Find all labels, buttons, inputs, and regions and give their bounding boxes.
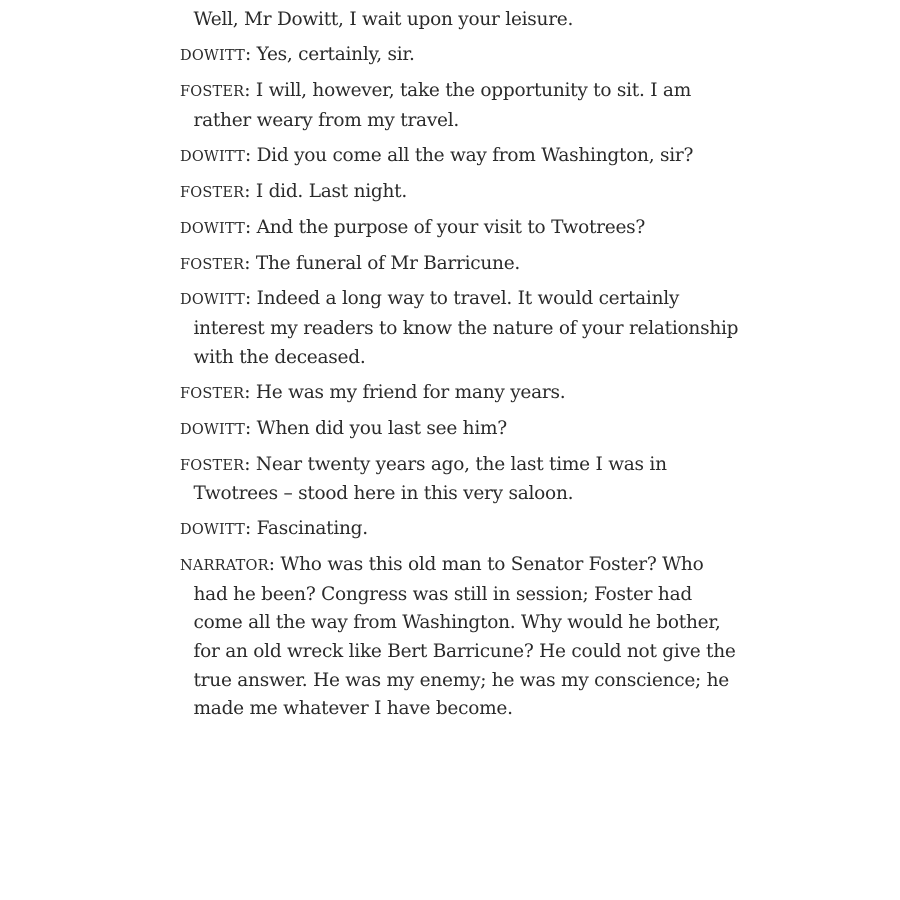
speaker-colon: :: [244, 288, 257, 310]
dialogue-line: [180, 250, 740, 280]
speaker-name: DOWITT: [180, 148, 245, 165]
speaker-colon: :: [244, 417, 257, 439]
speaker-colon: :: [244, 216, 257, 238]
dialogue-text: Who was this old man to Senator Foster? Who had he been? Congress was still in session; Foster had come all the way from Washington. Why would he bother, for an old wreck like Bert Barricune? He could not give the true answer. He was my enemy; he was my conscience; he made me whatever I have become.: [193, 554, 736, 720]
speaker-name: FOSTER: [180, 83, 245, 100]
dialogue-text: And the purpose of your visit to Twotrees?: [256, 216, 646, 238]
speaker-colon: :: [244, 79, 256, 101]
dialogue-text: Indeed a long way to travel. It would certainly interest my readers to know the nature of your relationship with the deceased.: [193, 288, 739, 368]
speaker-name: DOWITT: [180, 421, 245, 438]
speaker-name: FOSTER: [180, 385, 245, 402]
speaker-name: DOWITT: [180, 292, 245, 309]
speaker-colon: :: [244, 518, 257, 540]
dialogue-text: I did. Last night.: [255, 180, 407, 202]
dialogue-line: [180, 77, 740, 135]
dialogue-line: [180, 178, 740, 208]
speaker-name: FOSTER: [180, 457, 245, 474]
dialogue-line: [180, 285, 740, 372]
dialogue-text: Fascinating.: [256, 518, 368, 540]
dialogue-line: [180, 515, 740, 545]
dialogue-text: When did you last see him?: [256, 417, 507, 439]
dialogue-text: The funeral of Mr Barricune.: [255, 252, 521, 274]
speaker-name: FOSTER: [180, 256, 245, 273]
speaker-name: DOWITT: [180, 47, 245, 64]
dialogue-line: [180, 41, 740, 71]
dialogue-line: [180, 451, 740, 509]
dialogue-line: [180, 214, 740, 244]
speaker-colon: :: [244, 252, 256, 274]
speaker-colon: :: [244, 43, 257, 65]
speaker-colon: :: [244, 180, 256, 202]
speaker-name: DOWITT: [180, 220, 245, 237]
speaker-colon: :: [244, 453, 256, 475]
dialogue-text: Yes, certainly, sir.: [256, 43, 415, 65]
dialogue-text: Near twenty years ago, the last time I was in Twotrees – stood here in this very saloon.: [193, 453, 667, 505]
dialogue-text: He was my friend for many years.: [255, 381, 566, 403]
speaker-colon: :: [244, 381, 256, 403]
dialogue-line: [180, 551, 740, 724]
dialogue-lines: [180, 41, 740, 724]
speaker-name: NARRATOR: [180, 558, 269, 575]
dialogue-continuation: Well, Mr Dowitt, I wait upon your leisure.: [193, 9, 574, 30]
script-page: [180, 0, 740, 730]
dialogue-text: I will, however, take the opportunity to sit. I am rather weary from my travel.: [193, 79, 691, 131]
speaker-colon: :: [244, 144, 257, 166]
dialogue-line: [180, 379, 740, 409]
speaker-colon: :: [268, 554, 281, 576]
speaker-name: DOWITT: [180, 522, 245, 539]
dialogue-line: [180, 142, 740, 172]
dialogue-text: Did you come all the way from Washington, sir?: [256, 144, 694, 166]
speaker-name: FOSTER: [180, 184, 245, 201]
dialogue-line: [180, 415, 740, 445]
